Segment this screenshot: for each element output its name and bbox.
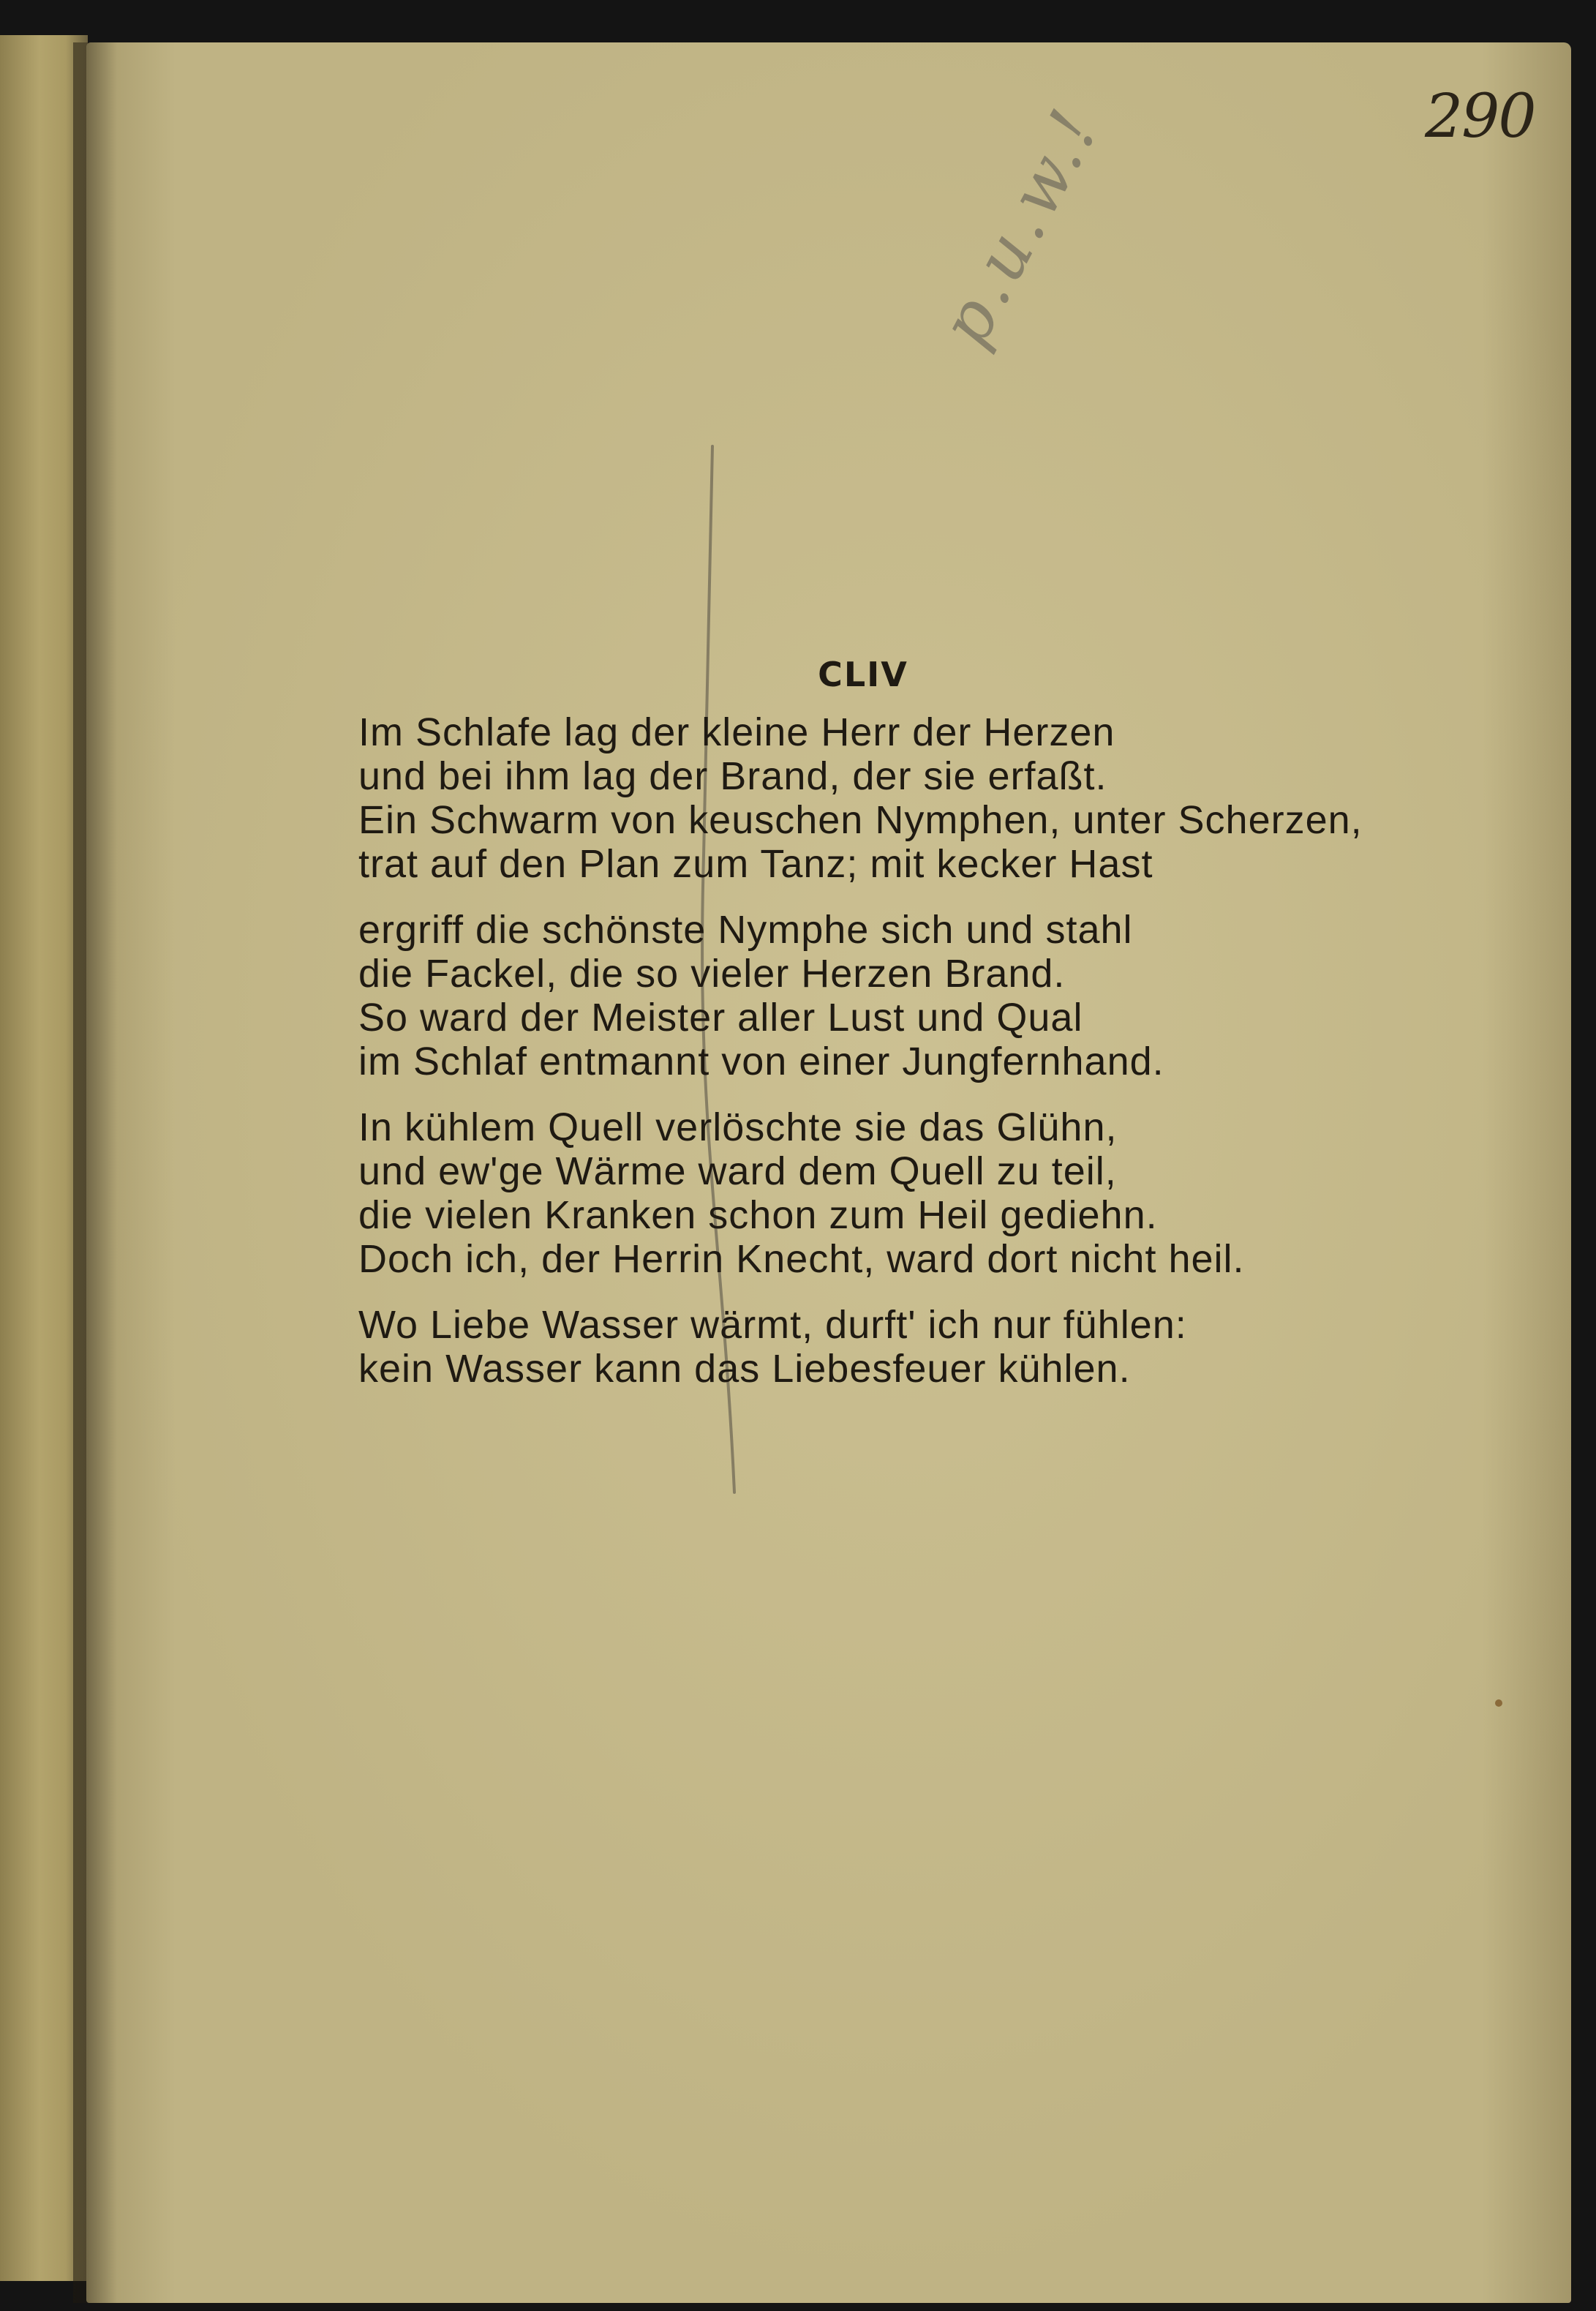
poem-line: und bei ihm lag der Brand, der sie erfaßt. bbox=[358, 754, 1107, 798]
poem-line: Doch ich, der Herrin Knecht, ward dort nicht heil. bbox=[358, 1237, 1245, 1281]
poem-title: CLIV bbox=[818, 655, 908, 694]
poem-line: die vielen Kranken schon zum Heil gediehn. bbox=[358, 1193, 1158, 1237]
poem-line: Ein Schwarm von keuschen Nymphen, unter Scherzen, bbox=[358, 798, 1363, 842]
poem bbox=[358, 655, 1426, 1413]
poem-line: ergriff die schönste Nymphe sich und stahl bbox=[358, 908, 1133, 952]
poem-line: im Schlaf entmannt von einer Jungfernhand. bbox=[358, 1040, 1164, 1083]
stanza-2 bbox=[358, 908, 1426, 1083]
poem-line: Wo Liebe Wasser wärmt, durft' ich nur fühlen: bbox=[358, 1303, 1187, 1347]
page-number: 290 bbox=[1425, 82, 1535, 151]
poem-line: und ew'ge Wärme ward dem Quell zu teil, bbox=[358, 1149, 1117, 1193]
paper-spot bbox=[1495, 1699, 1502, 1707]
poem-line: So ward der Meister aller Lust und Qual bbox=[358, 996, 1083, 1040]
pencil-annotation: p.u.w.! bbox=[925, 94, 1116, 359]
poem-line: kein Wasser kann das Liebesfeuer kühlen. bbox=[358, 1347, 1131, 1391]
poem-line: In kühlem Quell verlöschte sie das Glühn, bbox=[358, 1105, 1118, 1149]
poem-line: Im Schlafe lag der kleine Herr der Herzen bbox=[358, 710, 1115, 754]
stanza-3 bbox=[358, 1105, 1426, 1281]
poem-line: die Fackel, die so vieler Herzen Brand. bbox=[358, 952, 1066, 996]
gutter-shadow bbox=[73, 42, 117, 2303]
poem-line: trat auf den Plan zum Tanz; mit kecker Hast bbox=[358, 842, 1153, 886]
stanza-4 bbox=[358, 1303, 1426, 1391]
stanza-1 bbox=[358, 710, 1426, 886]
